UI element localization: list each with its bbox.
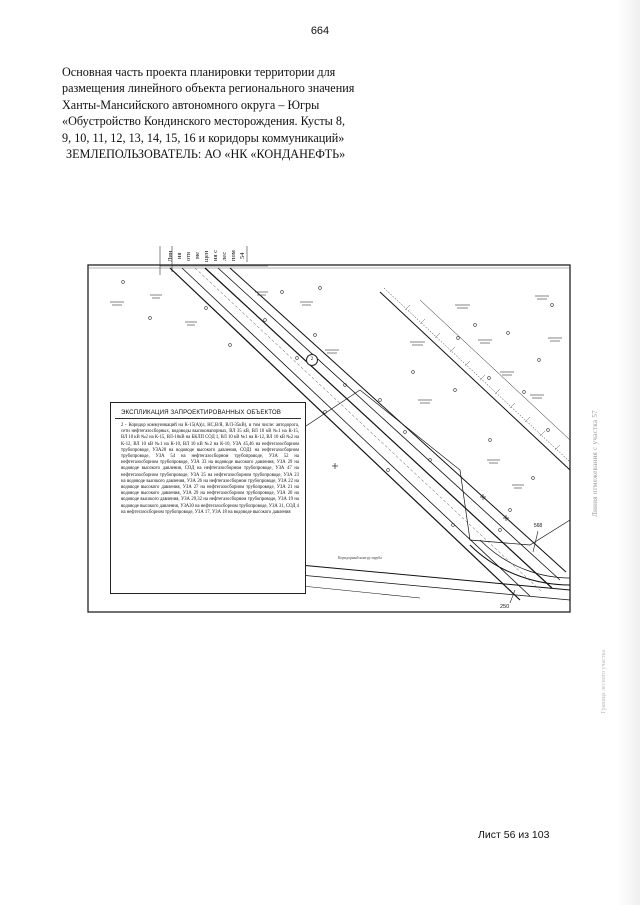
legend-box bbox=[110, 402, 306, 594]
heading-line: размещения линейного объекта регионального значения bbox=[62, 81, 355, 96]
scan-edge-shadow bbox=[618, 0, 640, 905]
parcel-number-568: 568 bbox=[533, 523, 543, 529]
survey-marks bbox=[332, 463, 509, 521]
hatched-wedge bbox=[405, 305, 560, 450]
side-stamp-secondary: Граница лесного участка bbox=[601, 650, 607, 714]
corridor-label-part: щен bbox=[203, 250, 210, 262]
corridor-label-part: ия bbox=[176, 252, 183, 260]
sheet-footer: Лист 56 из 103 bbox=[478, 829, 550, 841]
parcel-number-250: 250 bbox=[500, 604, 510, 610]
corridor-label-part: 54 bbox=[239, 252, 246, 260]
legend-entry-text: Коридор коммуникаций на К-15(А)(л, НС,В/Я, В/Л-35кВ), в том числе: автодорога, сети нефтегазосборных, водоводы высоконапорных, ВЛ 35 кВ, ВЛ 10 кВ №1 на К-15, ВЛ 10 кВ №2 на К-15, ВЛ-10кВ на БКЛП СОД 1, ВЛ 10 кВ №1 на К-12, ВЛ 10 кВ №2 на К-12, ВЛ 10 кВ №1 на К-10, ВЛ 10 кВ №2 на К-10, УЗА 45,46 на нефтегазосборном трубопроводе, УЗА28 на водоводе высокого давления, СОД1 на нефтегазосборном трубопроводе, УЗА 54 на нефтегазосборном трубопроводе, УЗА 52 на нефтегазосборном трубопроводе, УЗА 33 на водоводе высокого давления, УЗА 29 на водоводе высокого давления, СОД на нефтегазосборном трубопроводе, УЗА 47 на нефтегазосборном трубопроводе, УЗА 25 на нефтегазосборном трубопроводе, УЗА 23 на водоводе высокого давления, УЗА 26 на нефтегазосборном трубопроводе, УЗА 22 на водоводе высокого давления, УЗА 27 на нефтегазосборном трубопроводе, УЗА 21 на водоводе высокого давления, УЗА 29 на нефтегазосборном трубопроводе, УЗА 20 на водоводе высокого давления, УЗА 29,32 на нефтегазосборном трубопроводе, УЗА 19 на водоводе высокого давления, УЗА30 на нефтегазосборном трубопроводе, УЗА 31, СОД 4 на нефтегазосборном трубопроводе, УЗА 17, УЗА 18 на водоводе высокого давления bbox=[121, 423, 300, 515]
label-leader-lines bbox=[160, 246, 268, 275]
lower-corridor bbox=[300, 540, 570, 600]
side-stamp: Линия отмежевания с участка 57 bbox=[591, 410, 599, 517]
map-small-note: Коридорный контур заруба bbox=[338, 556, 382, 560]
corridor-label-part: ме bbox=[194, 252, 201, 260]
corridor-label-part: лес bbox=[221, 251, 228, 261]
corridor-label-part: Лин bbox=[167, 250, 174, 262]
page-number: 664 bbox=[310, 25, 330, 37]
object-number-marker: 2 bbox=[306, 354, 318, 366]
corridor-label-part: отв bbox=[185, 251, 192, 261]
corridor-label-part: пом bbox=[230, 250, 237, 262]
heading-line: Основная часть проекта планировки территории для bbox=[62, 65, 336, 79]
badge-568-leader bbox=[533, 531, 538, 552]
heading-line: 9, 10, 11, 12, 13, 14, 15, 16 и коридоры коммуникаций» bbox=[62, 130, 345, 145]
land-user: ЗЕМЛЕПОЛЬЗОВАТЕЛЬ: АО «НК «КОНДАНЕФТЬ» bbox=[66, 147, 346, 162]
legend-title: ЭКСПЛИКАЦИЯ ЗАПРОЕКТИРОВАННЫХ ОБЪЕКТОВ bbox=[121, 409, 282, 416]
heading-line: Ханты-Мансийского автономного округа – Югры bbox=[62, 97, 320, 112]
legend-entry-number: 2 - bbox=[121, 423, 127, 428]
heading-line: «Обустройство Кондинского месторождения. Кусты 8, bbox=[62, 114, 346, 129]
legend-entry bbox=[121, 423, 299, 516]
corridor-label-part: ия с bbox=[212, 250, 219, 262]
legend-divider bbox=[115, 418, 301, 419]
